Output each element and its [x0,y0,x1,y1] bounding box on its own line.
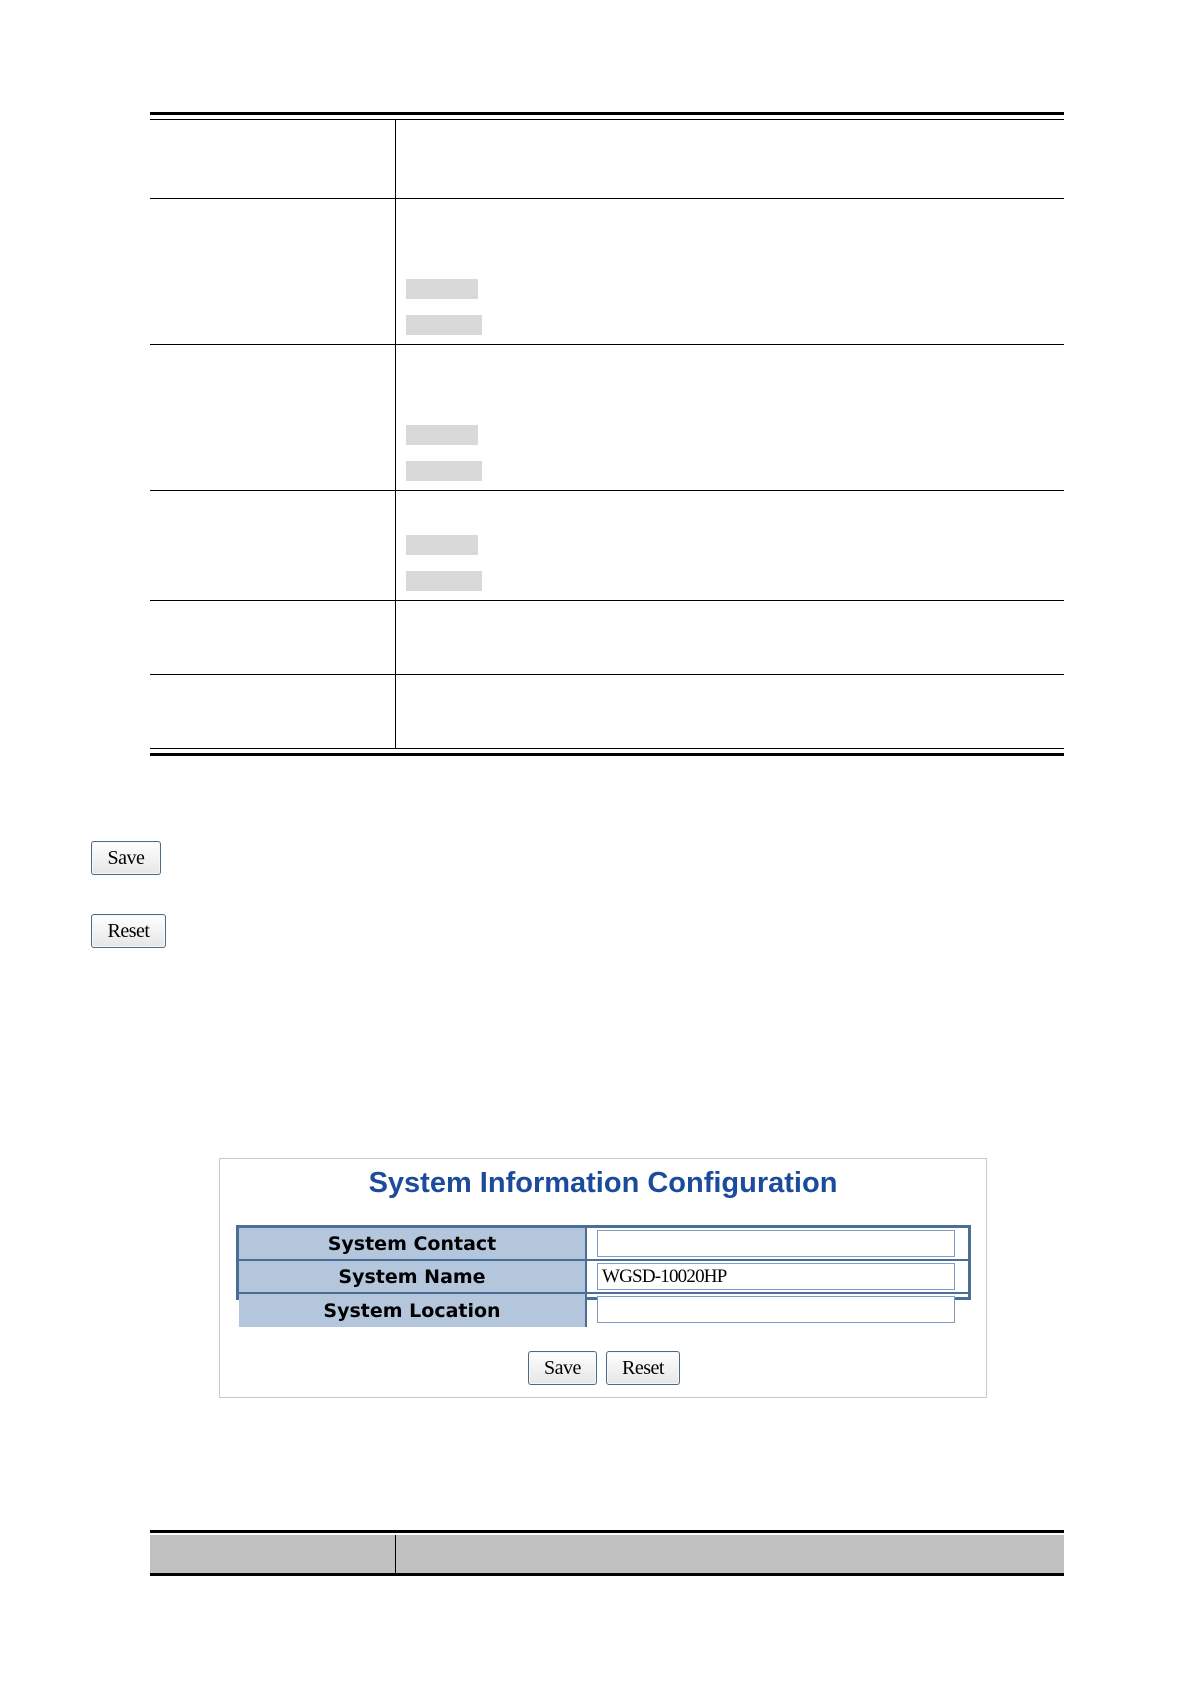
header-row [150,1535,1064,1576]
header-object-cell [150,1535,396,1573]
object-cell [150,199,396,344]
table-row [150,601,1064,675]
object-cell [150,491,396,600]
description-cell [396,601,1064,674]
table-row [150,675,1064,748]
highlight-chip [406,279,478,299]
description-table [150,112,1064,756]
highlight-chip [406,535,478,555]
table-bottom-rule [150,748,1064,756]
table-row [150,120,1064,199]
object-cell [150,120,396,198]
table-row [239,1228,968,1261]
system-contact-input[interactable] [597,1230,955,1257]
highlight-chip [406,315,482,335]
description-cell [396,120,1064,198]
system-name-label: System Name [239,1261,587,1292]
highlight-chip [406,571,482,591]
table-row [239,1294,968,1327]
table-row [150,199,1064,345]
description-cell [396,345,1064,490]
object-cell [150,601,396,674]
panel-save-button[interactable]: Save [528,1351,597,1385]
panel-reset-button[interactable]: Reset [606,1351,680,1385]
header-description-cell [396,1535,1064,1573]
system-name-input[interactable] [597,1263,955,1290]
value-cell [587,1294,968,1327]
parameter-table-header [150,1530,1064,1576]
system-location-label: System Location [239,1294,587,1327]
description-cell [396,491,1064,600]
object-cell [150,675,396,748]
reset-button[interactable]: Reset [91,914,166,948]
system-info-table [236,1225,971,1322]
object-cell [150,345,396,490]
system-information-panel [219,1158,987,1398]
panel-title: System Information Configuration [368,1167,838,1199]
value-cell [587,1261,968,1292]
value-cell [587,1228,968,1259]
table-row [239,1261,968,1294]
description-cell [396,199,1064,344]
save-button[interactable]: Save [91,841,161,875]
table-row [150,345,1064,491]
system-contact-label: System Contact [239,1228,587,1259]
table-row [150,491,1064,601]
table-top-rule [150,112,1064,120]
description-cell [396,675,1064,748]
highlight-chip [406,461,482,481]
highlight-chip [406,425,478,445]
system-location-input[interactable] [597,1296,955,1323]
